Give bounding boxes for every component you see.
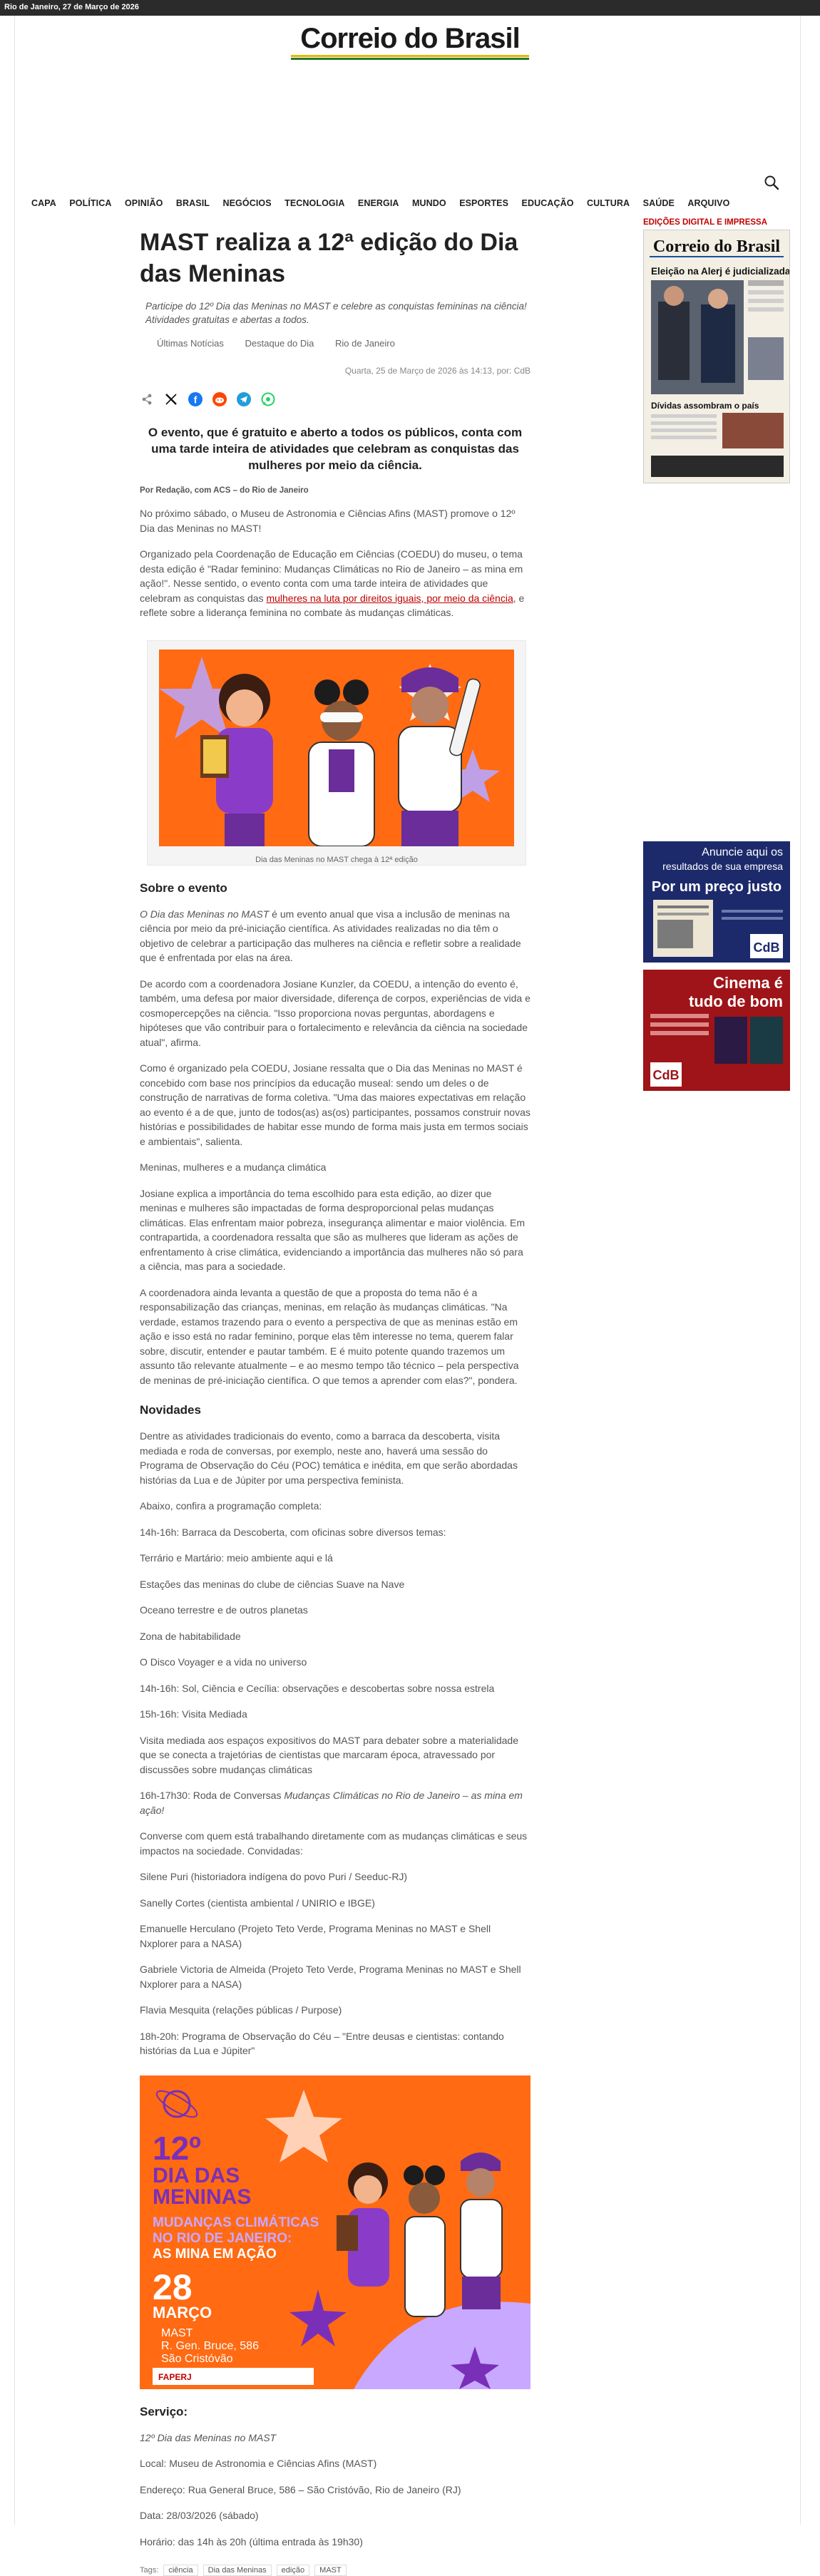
nav-item-cultura[interactable]: CULTURA [587, 198, 630, 208]
schedule-item: 14h-16h: Sol, Ciência e Cecília: observações e descobertas sobre nossa estrela [140, 1682, 495, 1694]
paragraph-text: é um evento anual que visa a inclusão de meninas na ciência por meio da pré-iniciação científica. As atividades realizadas no dia têm o objetivo de celebrar a participação das mulheres na ciência e refletir sobre a realidade que é enfrentada por elas na área. [140, 908, 521, 963]
guest-item: Flavia Mesquita (relações públicas / Purpose) [140, 2004, 342, 2016]
event-poster-graphic [140, 2075, 531, 2389]
ad-banner-business-graphic [643, 841, 790, 963]
article-lead: O evento, que é gratuito e aberto a todos os públicos, conta com uma tarde inteira de atividades que celebram as conquistas das mulheres por meio da ciência. [148, 426, 523, 472]
paragraph: De acordo com a coordenadora Josiane Kunzler, da COEDU, a intenção do evento é, também, uma defesa por maior diversidade, diferença de corpos, experiências de vida e cosmopercepções na ciência. "Isso proporciona novas perguntas, abordagens e hipóteses que vão contribuir para o fortalecimento e relevância da ciência na sociedade atual", afirma. [140, 977, 531, 1048]
nav-item-mundo[interactable]: MUNDO [412, 198, 446, 208]
nav-item-saude[interactable]: SAÚDE [642, 198, 675, 208]
paragraph: Abaixo, confira a programação completa: [140, 1500, 322, 1512]
event-poster [140, 2075, 531, 2389]
schedule-item: Converse com quem está trabalhando diretamente com as mudanças climáticas e seus impactos na sociedade. Convidadas: [140, 1830, 528, 1857]
nav-item-negocios[interactable]: NEGÓCIOS [222, 198, 272, 208]
cover-masthead: Correio do Brasil [652, 237, 781, 256]
site-logo[interactable] [271, 23, 549, 60]
schedule-item: 14h-16h: Barraca da Descoberta, com oficinas sobre diversos temas: [140, 1526, 446, 1538]
schedule-item: Zona de habitabilidade [140, 1630, 241, 1642]
schedule-item: Oceano terrestre e de outros planetas [140, 1604, 308, 1616]
guest-item: Gabriele Victoria de Almeida (Projeto Teto Verde, Programa Meninas no MAST e Shell Nxplorer para a NASA) [140, 1964, 521, 1990]
paragraph: Meninas, mulheres e a mudança climática [140, 1161, 327, 1173]
ad1-line2: resultados de sua empresa [662, 861, 783, 872]
paragraph: No próximo sábado, o Museu de Astronomia e Ciências Afins (MAST) promove o 12º Dia das Meninas no MAST! [140, 508, 516, 534]
paragraph [140, 2431, 531, 2446]
logo-underline-yellow [291, 55, 529, 57]
category-link[interactable]: Destaque do Dia [245, 338, 314, 349]
poster-title-line2: MENINAS [153, 2185, 252, 2209]
schedule-item: Visita mediada aos espaços expositivos do MAST para debater sobre a materialidade que se conecta a trajetórias de cientistas que marcaram época, atravessado por discussões sobre mudanças climáticas [140, 1734, 519, 1775]
nav-item-tecnologia[interactable]: TECNOLOGIA [285, 198, 345, 208]
service-item: Endereço: Rua General Bruce, 586 – São Cristóvão, Rio de Janeiro (RJ) [140, 2483, 461, 2495]
guest-item: Silene Puri (historiadora indígena do povo Puri / Seeduc-RJ) [140, 1871, 408, 1882]
section-heading: Sobre o evento [140, 881, 227, 895]
schedule-item: O Disco Voyager e a vida no universo [140, 1656, 307, 1668]
article-tags [140, 2565, 531, 2576]
poster-theme-line2: NO RIO DE JANEIRO: [153, 2230, 292, 2246]
page-frame-right [800, 16, 801, 2525]
schedule-item [140, 1788, 531, 1817]
article-categories [140, 338, 531, 349]
poster-street: R. Gen. Bruce, 586 [161, 2339, 259, 2352]
ad2-line1: Cinema é [713, 974, 783, 992]
poster-day: 28 [153, 2267, 193, 2307]
ad2-line2: tudo de bom [689, 992, 783, 1010]
ad1-line3: Por um preço justo [651, 879, 782, 895]
share-telegram-button[interactable] [237, 392, 251, 406]
nav-item-educacao[interactable]: EDUCAÇÃO [521, 198, 574, 208]
share-facebook-button[interactable] [188, 392, 203, 406]
paragraph: Dentre as atividades tradicionais do evento, como a barraca da descoberta, visita mediada e roda de conversas, por exemplo, neste ano, haverá uma sessão do Programa de Observação do Céu (POC) temática e inédita, em que serão abordadas histórias da Lua e de Júpiter por uma perspectiva feminista. [140, 1430, 518, 1486]
schedule-item: Terrário e Martário: meio ambiente aqui e lá [140, 1552, 333, 1564]
nav-item-politica[interactable]: POLÍTICA [69, 198, 112, 208]
x-twitter-icon [164, 392, 178, 406]
svg-text:f: f [193, 394, 198, 406]
figure-illustration [147, 640, 526, 866]
schedule-item: Estações das meninas do clube de ciências Suave na Nave [140, 1578, 405, 1590]
facebook-icon [188, 392, 203, 406]
service-item: Data: 28/03/2026 (sábado) [140, 2510, 259, 2521]
poster-venue: MAST [161, 2326, 193, 2339]
nav-item-capa[interactable]: CAPA [31, 198, 56, 208]
service-item: Horário: das 14h às 20h (última entrada às 19h30) [140, 2535, 363, 2547]
paragraph: Josiane explica a importância do tema escolhido para esta edição, ao dizer que meninas e mulheres são impactadas de forma desproporcional pelas mudanças climáticas. Elas enfrentam maior pobreza, insegurança alimentar e maior violência. Em contrapartida, a coordenadora ressalta que são as mulheres que lideram as ações de enfrentamento à crise climática, evidenciando a importância das mulheres não só para a ciência, mas para a sociedade. [140, 1187, 526, 1272]
poster-theme-line3: AS MINA EM AÇÃO [153, 2246, 277, 2262]
paragraph [140, 547, 531, 620]
poster-title-line1: DIA DAS [153, 2163, 240, 2187]
paragraph-text: , e reflete sobre a liderança feminina no combate às mudanças climáticas. [140, 592, 525, 618]
logo-underline-green [291, 58, 529, 60]
section-heading: Serviço: [140, 2404, 188, 2418]
nav-item-arquivo[interactable]: ARQUIVO [687, 198, 730, 208]
poster-month: MARÇO [153, 2303, 212, 2321]
current-date: Rio de Janeiro, 27 de Março de 2026 [4, 3, 139, 11]
nav-item-brasil[interactable]: BRASIL [175, 198, 210, 208]
newspaper-cover-graphic [644, 230, 789, 483]
editions-label: EDIÇÕES DIGITAL E IMPRESSA [643, 218, 768, 227]
cover-headline: Eleição na Alerj é judicializada [651, 266, 789, 277]
article-byline: Por Redação, com ACS – do Rio de Janeiro [140, 486, 309, 495]
top-bar [0, 0, 820, 16]
tag-link[interactable]: Dia das Meninas [203, 2565, 272, 2576]
ad-banner-business[interactable] [643, 841, 790, 963]
paragraph-text: Organizado pela Coordenação de Educação em Ciências (COEDU) do museu, o tema desta edição é "Radar feminino: Mudanças Climáticas no Rio de Janeiro – as mina em ação!". Nesse sentido, o evento conta com uma tarde inteira de atividades que celebram as conquistas das [140, 548, 523, 604]
share-bar [140, 391, 531, 407]
figure-caption: Dia das Meninas no MAST chega à 12ª edição [255, 855, 418, 864]
paragraph-text: 16h-17h30: Roda de Conversas [140, 1790, 285, 1801]
ad2-badge: CdB [652, 1068, 680, 1082]
ad1-line1: Anuncie aqui os [702, 846, 783, 858]
guest-item: Emanuelle Herculano (Projeto Teto Verde, Programa Meninas no MAST e Shell Nxplorer para a NASA) [140, 1923, 491, 1949]
article-meta: Quarta, 25 de Março de 2026 às 14:13, por: CdB [344, 366, 531, 376]
site-logo-text: Correio do Brasil [300, 23, 520, 54]
article-subtitle: Participe do 12º Dia das Meninas no MAST e celebre as conquistas femininas na ciência! Atividades gratuitas e abertas a todos. [145, 301, 527, 325]
guest-item: Sanelly Cortes (cientista ambiental / UNIRIO e IBGE) [140, 1897, 375, 1909]
ad-banner-cinema[interactable] [643, 970, 790, 1091]
ad1-badge: CdB [753, 940, 780, 955]
nav-item-opiniao[interactable]: OPINIÃO [124, 198, 163, 208]
category-link[interactable]: Últimas Notícias [157, 338, 224, 349]
share-whatsapp-button[interactable] [261, 392, 275, 406]
nav-item-esportes[interactable]: ESPORTES [459, 198, 509, 208]
tag-link[interactable]: edição [277, 2565, 309, 2576]
cover-second-headline: Dívidas assombram o país [651, 401, 759, 411]
tags-label: Tags: [140, 2566, 159, 2575]
share-x-button[interactable] [164, 392, 178, 406]
schedule-item: 15h-16h: Visita Mediada [140, 1708, 247, 1720]
print-edition-cover[interactable] [643, 230, 790, 483]
category-link[interactable]: Rio de Janeiro [335, 338, 395, 349]
paragraph: Como é organizado pela COEDU, Josiane ressalta que o Dia das Meninas no MAST é concebido com base nos princípios da educação museal: sendo um deles o de construção de narrativas de forma coletiva. "Uma das maiores expectativas em relação ao evento é a de que, junto de todos(as) as(os) participantes, possamos construir novas histórias e possibilidades de habitar esse mundo de forma mais justa em termos sociais e ambientais", salienta. [140, 1062, 531, 1147]
poster-sponsor: FAPERJ [158, 2371, 192, 2382]
main-nav [31, 197, 739, 211]
emphasis: 12º Dia das Meninas no MAST [140, 2431, 277, 2443]
illustration-three-girls [159, 650, 514, 846]
share-reddit-button[interactable] [212, 392, 227, 406]
article [140, 227, 531, 2576]
search-icon [763, 174, 780, 191]
share-button[interactable] [140, 392, 154, 406]
emphasis: Mudanças Climáticas no Rio de Janeiro – as mina em ação! [140, 1790, 523, 1816]
page-frame-left [14, 16, 15, 2525]
schedule-item: 18h-20h: Programa de Observação do Céu – "Entre deusas e cientistas: contando histórias da Lua e Júpiter" [140, 2030, 504, 2056]
service-item: Local: Museu de Astronomia e Ciências Afins (MAST) [140, 2458, 377, 2469]
sidebar [643, 218, 790, 483]
paragraph [140, 907, 531, 965]
nav-item-energia[interactable]: ENERGIA [357, 198, 399, 208]
tag-link[interactable]: MAST [314, 2565, 347, 2576]
telegram-icon [237, 392, 251, 406]
search-button[interactable] [763, 174, 780, 191]
share-icon [140, 392, 154, 406]
poster-number: 12º [153, 2129, 201, 2167]
ad-banner-cinema-graphic [643, 970, 790, 1091]
whatsapp-icon [261, 392, 275, 406]
emphasis: O Dia das Meninas no MAST [140, 908, 270, 920]
inline-link[interactable]: mulheres na luta por direitos iguais, por meio da ciência [266, 592, 513, 604]
article-title: MAST realiza a 12ª edição do Dia das Meninas [140, 229, 518, 287]
tag-link[interactable]: ciência [163, 2565, 198, 2576]
poster-district: São Cristóvão [161, 2352, 233, 2365]
poster-theme-line1: MUDANÇAS CLIMÁTICAS [153, 2215, 319, 2230]
paragraph: A coordenadora ainda levanta a questão de que a proposta do tema não é a responsabilização das crianças, meninas, em relação às mudanças climáticas. "Na verdade, estamos trazendo para o evento a perspectiva de que as meninas estão em ação e isso está no radar feminino, porque elas têm interesse no tema, querem falar sobre, discutir, entender e pautar também. E é muito potente quando trazemos um assunto tão relevante atualmente – e ao mesmo tempo tão técnico – pela perspectiva de meninas de pré-iniciação científica. O que temos a aprender com elas?", pondera. [140, 1286, 519, 1386]
section-heading: Novidades [140, 1403, 201, 1417]
reddit-icon [212, 392, 227, 406]
